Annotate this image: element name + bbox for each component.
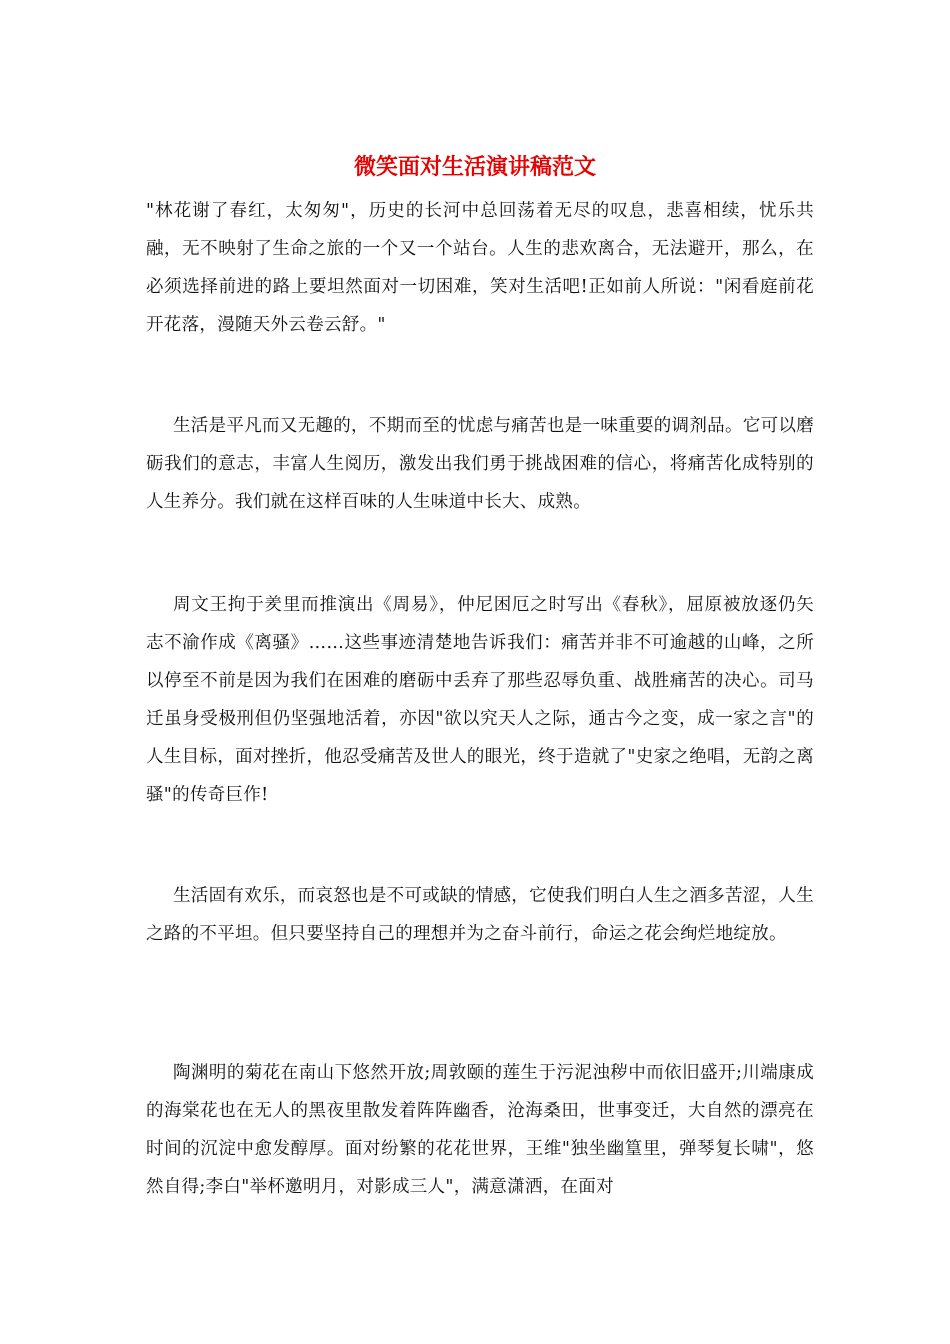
paragraph-3: 周文王拘于羑里而推演出《周易》，仲尼困厄之时写出《春秋》，屈原被放逐仍矢志不渝作成《离骚》……这些事迹清楚地告诉我们：痛苦并非不可逾越的山峰，之所以停至不前是因为我们在困难的磨砺中丢弃了那些忍辱负重、战胜痛苦的决心。司马迁虽身受极刑但仍坚强地活着，亦因"欲以究天人之际，通古今之变，成一家之言"的人生目标，面对挫折，他忍受痛苦及世人的眼光，终于造就了"史家之绝唱，无韵之离骚"的传奇巨作! [146,595,814,805]
paragraph-2: 生活是平凡而又无趣的，不期而至的忧虑与痛苦也是一味重要的调剂品。它可以磨砺我们的意志，丰富人生阅历，激发出我们勇于挑战困难的信心，将痛苦化成特别的人生养分。我们就在这样百味的人生味道中长大、成熟。 [146,416,814,512]
paragraph-4: 生活固有欢乐，而哀怒也是不可或缺的情感，它使我们明白人生之酒多苦涩，人生之路的不平坦。但只要坚持自己的理想并为之奋斗前行，命运之花会绚烂地绽放。 [146,886,814,944]
paragraph-5: 陶渊明的菊花在南山下悠然开放;周敦颐的莲生于污泥浊秽中而依旧盛开;川端康成的海棠花也在无人的黑夜里散发着阵阵幽香，沧海桑田，世事变迁，大自然的漂亮在时间的沉淀中愈发醇厚。面对纷繁的花花世界，王维"独坐幽篁里，弹琴复长啸"，悠然自得;李白"举杯邀明月，对影成三人"，满意潇洒，在面对 [146,1063,814,1197]
document-title: 微笑面对生活演讲稿范文 [353,155,596,180]
paragraph-1: "林花谢了春红，太匆匆"，历史的长河中总回荡着无尽的叹息，悲喜相续，忧乐共融，无不映射了生命之旅的一个又一个站台。人生的悲欢离合，无法避开，那么，在必须选择前进的路上要坦然面对一切困难，笑对生活吧!正如前人所说："闲看庭前花开花落，漫随天外云卷云舒。" [146,201,814,335]
